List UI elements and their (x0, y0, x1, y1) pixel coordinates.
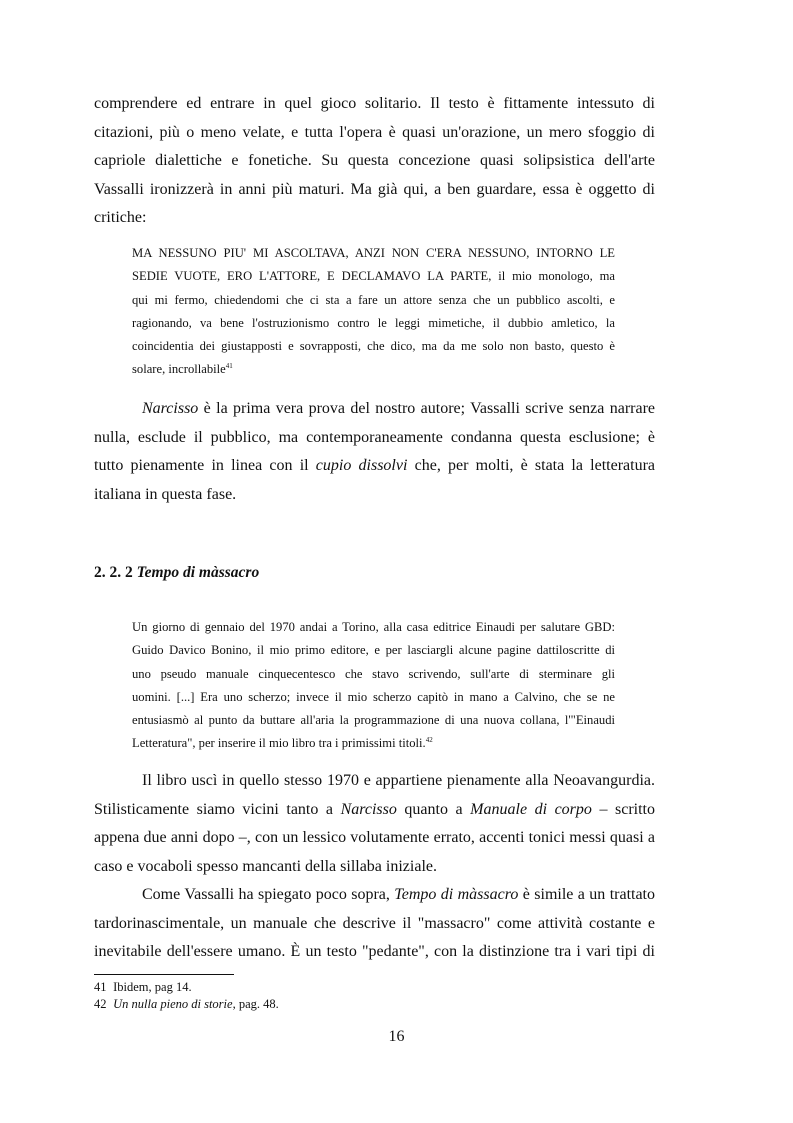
text-run: – scritto (591, 800, 656, 818)
text-run: quanto a (396, 800, 471, 818)
text-run: che, per molti, è stata la letteratura (407, 457, 656, 475)
footnote-text: , pag. 48. (232, 997, 279, 1011)
text-line: critiche: (94, 209, 147, 227)
quote-line: Guido Davico Bonino, il mio primo editore, e per lasciargli alcune pagine dattiloscritte di (132, 643, 615, 658)
text-line (94, 452, 655, 481)
italic-phrase: cupio dissolvi (315, 457, 408, 475)
quote-text: solare, incrollabile (132, 362, 226, 377)
text-line: tardorinascimentale, un manuale che descrive il "massacro" come attività costante e (94, 914, 655, 932)
footnote-text: Ibidem, pag 14. (113, 980, 192, 994)
quote-line: SEDIE VUOTE, ERO L'ATTORE, E DECLAMAVO LA PARTE, il mio monologo, ma (132, 269, 615, 284)
text-line (94, 796, 655, 825)
text-line: caso e vocaboli spesso mancanti della sillaba iniziale. (94, 857, 437, 875)
italic-title: Manuale di corpo (470, 800, 592, 818)
quote-line: coincidentia dei giustapposti e sovrapposti, che dico, ma da me solo non basto, questo è (132, 339, 615, 354)
body-paragraph-2 (94, 395, 655, 509)
italic-title: Narcisso (142, 400, 199, 417)
quote-line: uomini. [...] Era uno scherzo; invece il mio scherzo capitò in mano a Calvino, che se ne (132, 689, 615, 704)
footnote-number: 41 (94, 980, 107, 994)
footnote-number: 42 (94, 997, 107, 1011)
quote-line: uno pseudo manuale cinquecentesco che stavo scrivendo, sull'arte di sterminare gli (132, 666, 615, 681)
text-line (94, 395, 655, 424)
body-paragraph-1 (94, 90, 655, 233)
text-line: capriole dialettiche e fonetiche. Su questa concezione quasi solipsistica dell'arte (94, 152, 655, 170)
text-run: Come Vassalli ha spiegato poco sopra, (142, 886, 395, 903)
quote-line: MA NESSUNO PIU' MI ASCOLTAVA, ANZI NON C'ERA NESSUNO, INTORNO LE (132, 246, 615, 260)
quote-line: qui mi fermo, chiedendomi che ci sta a fare un attore senza che un pubblico ascolti, e (132, 292, 615, 307)
text-run: è simile a un trattato (518, 886, 656, 903)
page-number: 16 (388, 1028, 405, 1045)
text-run: tutto pienamente in linea con il (94, 457, 316, 475)
footnote-separator (94, 974, 234, 975)
italic-title: Tempo di màssacro (394, 886, 519, 903)
footnote-italic-title: Un nulla pieno di storie (113, 997, 233, 1011)
text-line: appena due anni dopo –, con un lessico volutamente errato, accenti tonici messi quasi a (94, 829, 655, 847)
footnote-42 (94, 996, 279, 1012)
quote-line-last (132, 732, 615, 755)
quote-line: Un giorno di gennaio del 1970 andai a Torino, alla casa editrice Einaudi per salutare GBD: (132, 620, 615, 634)
quote-line-last (132, 358, 615, 381)
quote-line: ragionando, va bene l'ostruzionismo contro le leggi mimetiche, il dubbio amletico, la (132, 315, 615, 330)
section-title: Tempo di màssacro (136, 564, 260, 581)
quote-text: Letteratura", per inserire il mio libro tra i primissimi titoli. (132, 736, 426, 751)
block-quote-2 (132, 616, 615, 756)
text-line (94, 881, 655, 910)
text-line: italiana in questa fase. (94, 485, 237, 503)
italic-title: Narcisso (340, 800, 397, 818)
text-run: è la prima vera prova del nostro autore; Vassalli scrive senza narrare (198, 400, 655, 417)
section-number: 2. 2. 2 (94, 564, 133, 581)
body-paragraph-4 (94, 881, 655, 967)
section-heading (94, 564, 259, 582)
text-line: inevitabile dell'essere umano. È un testo "pedante", con la distinzione tra i vari tipi di (94, 943, 655, 961)
block-quote-1 (132, 242, 615, 382)
text-line: Vassalli ironizzerà in anni più maturi. Ma già qui, a ben guardare, essa è oggetto di (94, 180, 655, 198)
footnote-reference: 42 (425, 736, 433, 745)
footnote-reference: 41 (225, 362, 233, 371)
quote-line: entusiasmò al punto da buttare all'aria la programmazione di una nuova collana, l'"Einaudi (132, 713, 615, 728)
footnote-41 (94, 979, 192, 995)
body-paragraph-3 (94, 767, 655, 881)
text-line: nulla, esclude il pubblico, ma contemporaneamente condanna questa esclusione; è (94, 428, 655, 446)
text-line: comprendere ed entrare in quel gioco solitario. Il testo è fittamente intessuto di (94, 95, 655, 112)
text-line: Il libro uscì in quello stesso 1970 e appartiene pienamente alla Neoavangurdia. (142, 772, 655, 789)
text-line: citazioni, più o meno velate, e tutta l'opera è quasi un'orazione, un mero sfoggio di (94, 123, 655, 141)
text-run: Stilisticamente siamo vicini tanto a (94, 800, 341, 818)
